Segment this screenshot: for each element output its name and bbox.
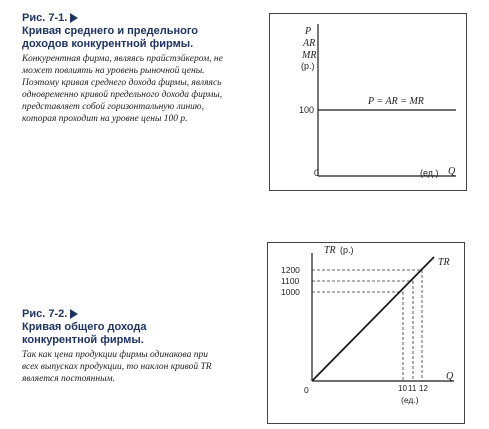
- x-tick-10: 10: [398, 384, 407, 393]
- figure-7-2-title: Кривая общего дохода конкурентной фирмы.: [22, 321, 147, 346]
- figure-7-2-number: [22, 308, 212, 320]
- figure-7-1-number: [22, 12, 237, 24]
- y-label-p: P: [305, 26, 312, 37]
- figure-7-2-graph: [267, 242, 465, 424]
- tr-curve: [312, 257, 434, 381]
- x-unit: (ед.): [401, 395, 419, 405]
- y-tick-1000: 1000: [281, 287, 300, 297]
- figure-7-1-title: Кривая среднего и предельного доходов конкурентной фирмы.: [22, 25, 198, 50]
- play-arrow-icon: [70, 309, 78, 319]
- figure-7-1-graph: [269, 13, 467, 191]
- origin-label: 0: [304, 385, 309, 395]
- x-unit: (ед.): [420, 168, 439, 178]
- figure-7-1-caption: [22, 12, 237, 125]
- y-label-unit: (р.): [301, 61, 315, 71]
- y-label-tr: TR: [324, 245, 336, 256]
- x-tick-12: 12: [419, 384, 428, 393]
- figure-7-1-number-text: Рис. 7-1.: [22, 12, 68, 24]
- figure-7-1-svg: [270, 14, 466, 190]
- line-label: P = AR = MR: [368, 96, 424, 107]
- play-arrow-icon: [70, 13, 78, 23]
- price-tick: 100: [299, 105, 315, 115]
- figure-7-2-caption: [22, 308, 212, 385]
- x-tick-11: 11: [408, 384, 417, 393]
- figure-7-2-svg: [268, 243, 464, 423]
- tr-curve-label: TR: [438, 257, 450, 268]
- y-tick-1100: 1100: [281, 276, 300, 286]
- figure-7-1-text: Конкурентная фирма, являясь прайстэйкером, не может повлиять на уровень рыночной цены. Поэтому кривая среднего дохода фирмы, являясь одновременно кривой предельного дохода фирмы, представляет собой горизонтальную линию, которая проходит на уровне цены 100 р.: [22, 54, 223, 124]
- y-unit: (р.): [340, 245, 354, 255]
- figure-7-2-number-text: Рис. 7-2.: [22, 308, 68, 320]
- figure-7-2-text: Так как цена продукции фирмы одинакова при всех выпусках продукции, то наклон кривой TR является постоянным.: [22, 350, 212, 384]
- x-label-q: Q: [448, 166, 456, 177]
- y-tick-1200: 1200: [281, 265, 300, 275]
- x-label-q: Q: [446, 371, 454, 382]
- y-label-mr: MR: [302, 50, 317, 61]
- origin-label: 0: [314, 168, 320, 178]
- y-label-ar: AR: [303, 38, 316, 49]
